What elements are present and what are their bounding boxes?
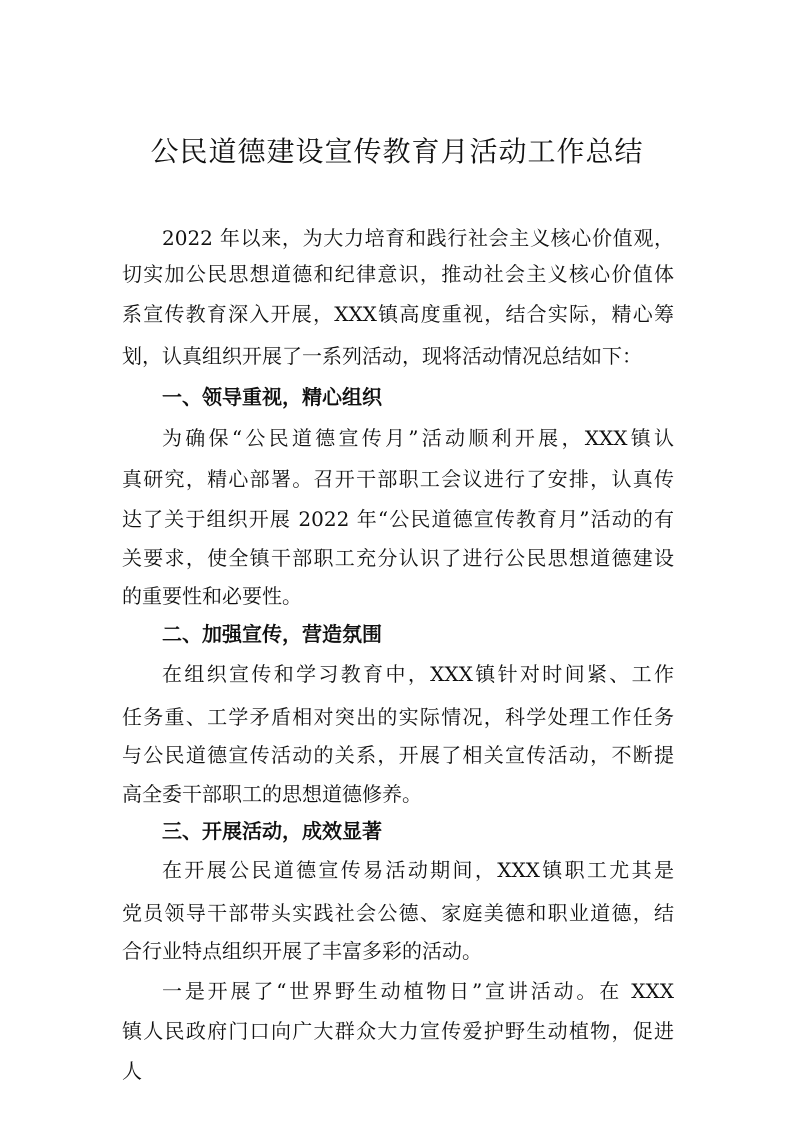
activity-line-3: 人 xyxy=(122,1059,142,1083)
activity-line-1: 一是开展了“世界野生动植物日”宣讲活动。在 XXX xyxy=(162,979,674,1003)
section1-line-3: 达了关于组织开展 2022 年“公民道德宣传教育月”活动的有 xyxy=(122,507,674,531)
section3-line-3: 合行业特点组织开展了丰富多彩的活动。 xyxy=(122,939,482,963)
intro-line-4: 划，认真组织开展了一系列活动，现将活动情况总结如下： xyxy=(122,344,642,368)
section-heading-3: 三、开展活动，成效显著 xyxy=(162,819,382,843)
section-heading-1: 一、领导重视，精心组织 xyxy=(162,385,382,409)
section-heading-2: 二、加强宣传，营造氛围 xyxy=(162,622,382,646)
section1-line-2: 真研究，精心部署。召开干部职工会议进行了安排，认真传 xyxy=(122,467,674,491)
section2-line-4: 高全委干部职工的思想道德修养。 xyxy=(122,782,422,806)
intro-line-1: 2022 年以来，为大力培育和践行社会主义核心价值观， xyxy=(162,226,674,250)
section2-line-2: 任务重、工学矛盾相对突出的实际情况，科学处理工作任务 xyxy=(122,705,674,729)
section1-line-4: 关要求，使全镇干部职工充分认识了进行公民思想道德建设 xyxy=(122,546,674,570)
intro-line-3: 系宣传教育深入开展，XXX镇高度重视，结合实际，精心筹 xyxy=(122,302,674,326)
section3-line-1: 在开展公民道德宣传易活动期间，XXX镇职工尤其是 xyxy=(162,858,674,882)
activity-line-2: 镇人民政府门口向广大群众大力宣传爱护野生动植物，促进 xyxy=(122,1019,674,1043)
section2-line-1: 在组织宣传和学习教育中，XXX镇针对时间紧、工作 xyxy=(162,662,674,686)
document-title: 公民道德建设宣传教育月活动工作总结 xyxy=(150,135,644,168)
intro-line-2: 切实加公民思想道德和纪律意识，推动社会主义核心价值体 xyxy=(122,262,674,286)
section3-line-2: 党员领导干部带头实践社会公德、家庭美德和职业道德，结 xyxy=(122,901,674,925)
section1-line-5: 的重要性和必要性。 xyxy=(122,584,302,608)
section2-line-3: 与公民道德宣传活动的关系，开展了相关宣传活动，不断提 xyxy=(122,743,674,767)
section1-line-1: 为确保“公民道德宣传月”活动顺利开展，XXX镇认 xyxy=(162,426,674,450)
